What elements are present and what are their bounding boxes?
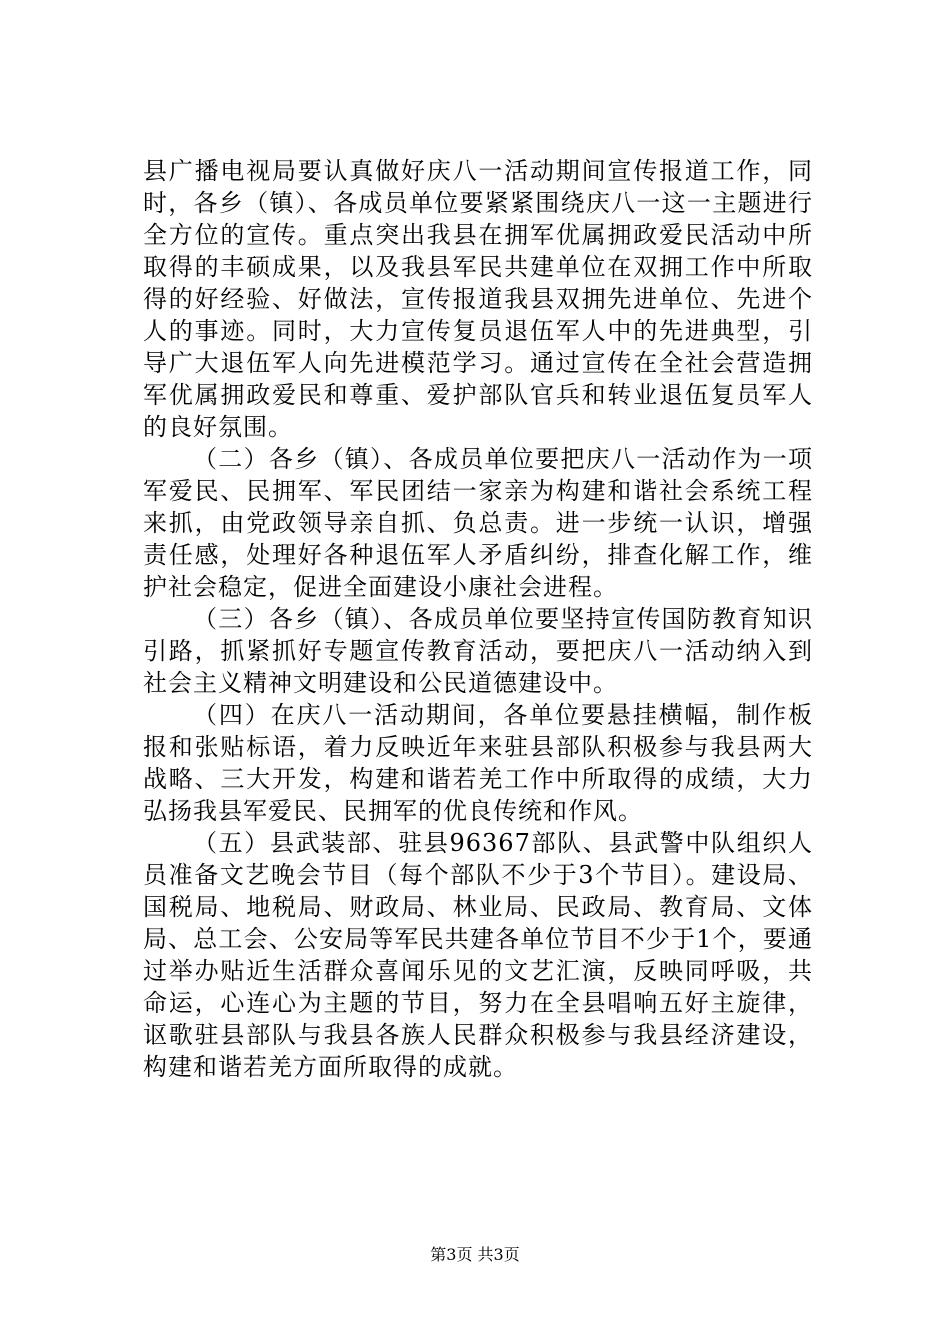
- paragraph-publicity: 县广播电视局要认真做好庆八一活动期间宣传报道工作，同时，各乡（镇）、各成员单位要紧紧围绕庆八一这一主题进行全方位的宣传。重点突出我县在拥军优属拥政爱民活动中所取得的丰硕成果，以及我县军民共建单位在双拥工作中所取得的好经验、好做法，宣传报道我县双拥先进单位、先进个人的事迹。同时，大力宣传复员退伍军人中的先进典型，引导广大退伍军人向先进模范学习。通过宣传在全社会营造拥军优属拥政爱民和尊重、爱护部队官兵和转业退伍复员军人的良好氛围。: [143, 157, 813, 441]
- paragraph-item-5: （五）县武装部、驻县96367部队、县武警中队组织人员准备文艺晚会节目（每个部队不少于3个节目）。建设局、国税局、地税局、财政局、林业局、民政局、教育局、文体局、总工会、公安局等军民共建各单位节目不少于1个，要通过举办贴近生活群众喜闻乐见的文艺汇演，反映同呼吸，共命运，心连心为主题的节目，努力在全县唱响五好主旋律，讴歌驻县部队与我县各族人民群众积极参与我县经济建设，构建和谐若羌方面所取得的成就。: [143, 829, 813, 1081]
- paragraph-item-4: （四）在庆八一活动期间，各单位要悬挂横幅，制作板报和张贴标语，着力反映近年来驻县部队积极参与我县两大战略、三大开发，构建和谐若羌工作中所取得的成绩，大力弘扬我县军爱民、民拥军的优良传统和作风。: [143, 701, 813, 825]
- page-number-label: 第3页 共3页: [430, 1245, 520, 1264]
- document-body: [143, 155, 813, 1083]
- page-footer: [0, 1245, 950, 1265]
- paragraph-item-2: （二）各乡（镇）、各成员单位要把庆八一活动作为一项军爱民、民拥军、军民团结一家亲为构建和谐社会系统工程来抓，由党政领导亲自抓、负总责。进一步统一认识，增强责任感，处理好各种退伍军人矛盾纠纷，排查化解工作，维护社会稳定，促进全面建设小康社会进程。: [143, 445, 813, 601]
- paragraph-item-3: （三）各乡（镇）、各成员单位要坚持宣传国防教育知识引路，抓紧抓好专题宣传教育活动，要把庆八一活动纳入到社会主义精神文明建设和公民道德建设中。: [143, 605, 813, 697]
